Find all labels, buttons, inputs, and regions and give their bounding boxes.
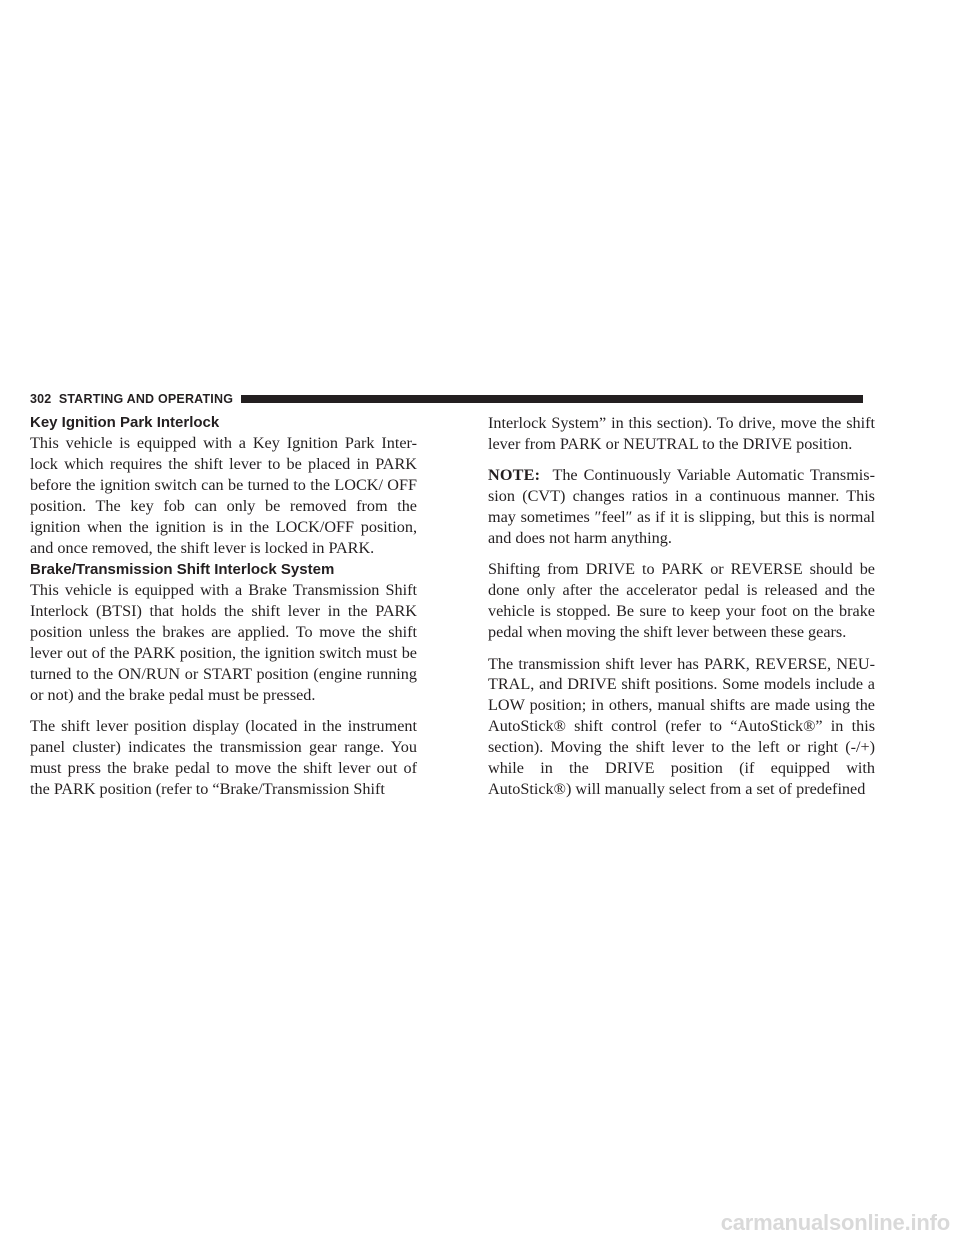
running-header	[30, 392, 863, 406]
paragraph-shift-display: The shift lever position display (located in the instrument panel cluster) indicates the transmission gear range. You must press the brake pedal to move the shift lever out of the PARK position (refer to “Brake/Transmission Shift	[30, 717, 417, 799]
note-paragraph	[488, 465, 875, 549]
page-header-text	[30, 392, 233, 406]
paragraph-key-ignition: This vehicle is equipped with a Key Ignition Park Inter-lock which requires the shift lever to be placed in PARK before the ignition switch can be turned to the LOCK/ OFF position. The key fob can only be removed from the ignition when the ignition is in the LOCK/OFF position, and once removed, the shift lever is locked in PARK.	[30, 434, 417, 557]
paragraph-shift-positions: The transmission shift lever has PARK, REVERSE, NEU-TRAL, and DRIVE shift positions. Some models include a LOW position; in others, manual shifts are made using the AutoStick® shift control (refer to “AutoStick®” in this section). Moving the shift lever to the left or right (-/+) while in the DRIVE position (if equipped with AutoStick®) will manually select from a set of predefined	[488, 654, 875, 798]
heading-key-ignition-park-interlock: Key Ignition Park Interlock	[30, 414, 220, 431]
note-label: NOTE:	[488, 466, 541, 485]
paragraph-btsi: This vehicle is equipped with a Brake Transmission Shift Interlock (BTSI) that holds the shift lever in the PARK position unless the brakes are applied. To move the shift lever out of the PARK position, the ignition switch must be turned to the ON/RUN or START position (engine running or not) and the brake pedal must be pressed.	[30, 581, 417, 704]
left-column	[30, 413, 417, 800]
section-title: STARTING AND OPERATING	[58, 392, 234, 406]
heading-brake-transmission-interlock: Brake/Transmission Shift Interlock System	[30, 561, 335, 579]
watermark-logo: carmanualsonline.info	[720, 1210, 950, 1235]
paragraph-shifting-drive-park: Shifting from DRIVE to PARK or REVERSE should be done only after the accelerator pedal is released and the vehicle is stopped. Be sure to keep your foot on the brake pedal when moving the shift lever between these gears.	[488, 560, 875, 642]
note-text: The Continuously Variable Automatic Transmis-sion (CVT) changes ratios in a continuous manner. This may sometimes ″feel″ as if it is slipping, but this is normal and does not harm anything.	[488, 466, 875, 548]
header-rule	[241, 395, 863, 403]
paragraph-interlock-continued: Interlock System” in this section). To drive, move the shift lever from PARK or NEUTRAL to the DRIVE position.	[488, 414, 875, 453]
right-column	[488, 413, 875, 800]
page-number: 302	[30, 392, 52, 406]
